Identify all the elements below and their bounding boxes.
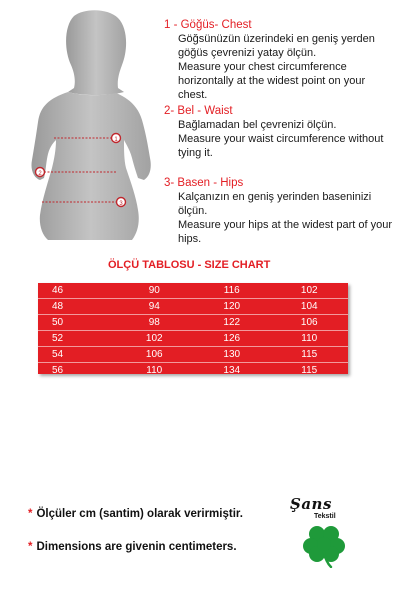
size-cell: 48 <box>38 299 116 315</box>
waist-instruction <box>164 104 396 160</box>
silhouette-head <box>66 10 126 95</box>
size-cell: 115 <box>271 347 349 363</box>
hips-title: 3- Basen - Hips <box>164 177 244 189</box>
brand-name: Şans <box>290 495 332 513</box>
body-silhouette <box>24 10 164 240</box>
svg-text:3: 3 <box>119 201 123 207</box>
size-cell: 56 <box>52 365 64 376</box>
size-cell: 104 <box>271 299 349 315</box>
brand-logo <box>288 495 368 575</box>
chest-title: 1 - Göğüs- Chest <box>164 19 252 31</box>
size-cell: 46 <box>38 283 116 299</box>
size-cell: 102 <box>116 331 194 347</box>
size-cell: 134 <box>223 365 241 376</box>
size-cell: 122 <box>193 315 271 331</box>
size-row <box>38 315 348 331</box>
hips-text-en: Measure your hips at the widest part of your hips. <box>178 219 392 245</box>
size-cell: 54 <box>38 347 116 363</box>
size-row <box>38 283 348 299</box>
size-table <box>38 283 348 378</box>
chest-instruction <box>164 18 396 102</box>
waist-text-en: Measure your waist circumference without tying it. <box>178 133 384 159</box>
note-text-tr: Ölçüler cm (santim) olarak verirmiştir. <box>36 508 243 520</box>
size-cell: 52 <box>38 331 116 347</box>
marker-2 <box>36 168 45 178</box>
hips-instruction <box>164 176 396 246</box>
size-row <box>38 331 348 347</box>
note-units-en <box>28 541 237 553</box>
size-row <box>38 347 348 363</box>
size-cell: 106 <box>116 347 194 363</box>
note-star: * <box>28 508 33 520</box>
note-units-tr <box>28 508 243 520</box>
chest-text-en: Measure your chest circumference horizontally at the widest point on your chest. <box>178 61 366 101</box>
waist-text-tr: Bağlamadan bel çevrenizi ölçün. <box>178 119 337 131</box>
size-row <box>38 299 348 315</box>
size-cell: 126 <box>193 331 271 347</box>
brand-subtitle: Tekstil <box>314 513 336 520</box>
waist-title: 2- Bel - Waist <box>164 105 233 117</box>
silhouette-torso <box>31 92 150 240</box>
size-cell: 115 <box>301 365 318 376</box>
size-row <box>38 363 348 379</box>
size-cell: 90 <box>116 283 194 299</box>
size-cell: 110 <box>146 365 163 376</box>
size-cell: 120 <box>193 299 271 315</box>
size-chart-title: ÖLÇÜ TABLOSU - SIZE CHART <box>108 259 271 271</box>
size-cell: 50 <box>38 315 116 331</box>
marker-1 <box>112 134 121 144</box>
hips-text-tr: Kalçanızın en geniş yerinden baseninizi ölçün. <box>178 191 372 217</box>
size-cell: 110 <box>271 331 349 347</box>
note-star: * <box>28 541 33 553</box>
size-cell: 106 <box>271 315 349 331</box>
size-cell: 98 <box>116 315 194 331</box>
svg-text:1: 1 <box>114 137 118 143</box>
size-cell: 94 <box>116 299 194 315</box>
size-chart-table <box>38 283 348 374</box>
svg-text:2: 2 <box>38 171 42 177</box>
clover-icon <box>301 524 347 568</box>
marker-3 <box>117 198 126 208</box>
size-cell: 130 <box>193 347 271 363</box>
size-cell: 102 <box>271 283 349 299</box>
size-cell: 116 <box>193 283 271 299</box>
note-text-en: Dimensions are givenin centimeters. <box>36 541 237 553</box>
chest-text-tr: Göğsünüzün üzerindeki en geniş yerden göğüs çevrenizi yatay ölçün. <box>178 33 375 59</box>
